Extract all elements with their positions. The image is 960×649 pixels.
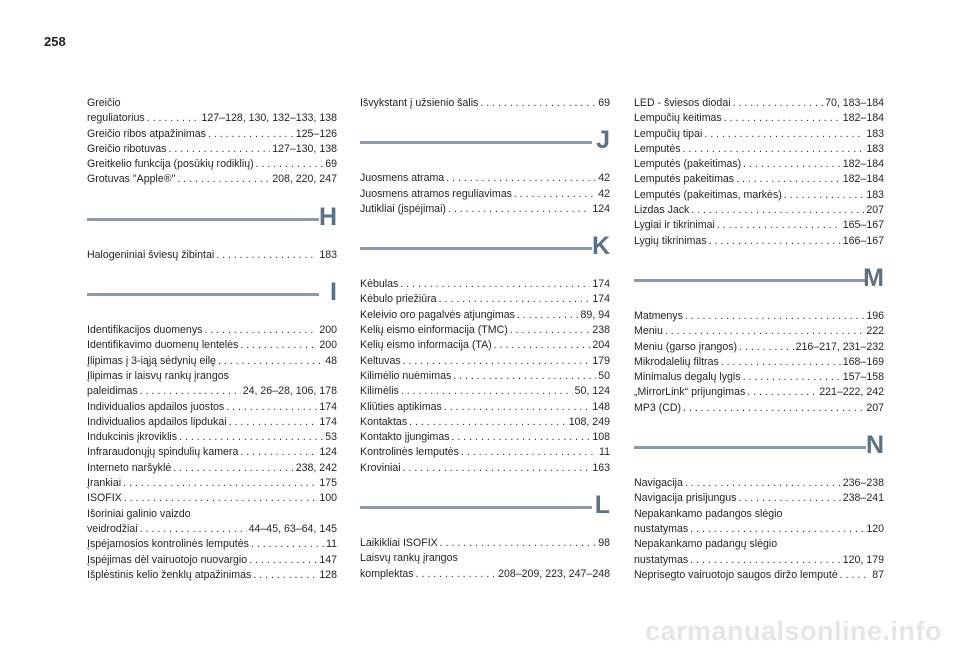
dot-leader	[683, 401, 864, 416]
dot-leader	[208, 127, 294, 142]
dot-leader	[704, 127, 864, 142]
index-entry	[634, 507, 884, 522]
index-entry	[634, 127, 884, 142]
entry-pages: 89, 94	[580, 308, 610, 321]
index-entry	[87, 491, 337, 506]
entry-pages: 216–217, 231–232	[795, 340, 884, 353]
entry-term: Neprisegto vairuotojo saugos diržo lemputė	[634, 568, 838, 581]
entry-term: Grotuvas "Apple®"	[87, 173, 176, 186]
dot-leader	[403, 354, 591, 369]
entry-term: Jutikliai (įspėjimai)	[360, 202, 446, 215]
dot-leader	[173, 461, 294, 476]
index-entry	[87, 111, 337, 126]
dot-leader	[249, 553, 317, 568]
entry-pages: 163	[592, 461, 610, 474]
entry-term: „MirrorLink“ prijungimas	[634, 386, 746, 399]
index-entry	[87, 338, 337, 353]
entry-term: Identifikavimo duomenų lentelės	[87, 339, 239, 352]
dot-leader	[685, 309, 864, 324]
dot-leader	[743, 157, 841, 172]
entry-term: Individualios apdailos juostos	[87, 400, 225, 413]
index-entry	[360, 369, 610, 384]
entry-term: Keltuvas	[360, 354, 401, 367]
entry-term: Greičio	[87, 97, 121, 109]
entry-term: Meniu	[634, 325, 663, 338]
entry-term: Halogeniniai šviesų žibintai	[87, 248, 215, 261]
dot-leader	[691, 203, 864, 218]
entry-pages: 238, 242	[295, 461, 337, 474]
entry-term: Kontakto įjungimas	[360, 431, 450, 444]
entry-term: Įrankiai	[87, 477, 122, 490]
entry-pages: 42	[598, 172, 610, 185]
index-entry	[634, 537, 884, 552]
index-entry	[634, 203, 884, 218]
dot-leader	[123, 476, 317, 491]
dot-leader	[461, 445, 597, 460]
entry-pages: 183	[866, 127, 884, 140]
entry-pages: 183	[866, 188, 884, 201]
entry-term: Lygiai ir tikrinimai	[634, 219, 715, 232]
index-entry	[634, 568, 884, 583]
index-entry	[360, 445, 610, 460]
entry-term: Lizdas Jack	[634, 204, 690, 217]
entry-pages: 50, 124	[574, 385, 610, 398]
entry-term: Įspėjamosios kontrolinės lemputės	[87, 538, 249, 551]
section-letter: L	[594, 491, 610, 520]
dot-leader	[179, 430, 323, 445]
entry-pages: 120, 179	[842, 553, 884, 566]
entry-pages: 50	[598, 369, 610, 382]
entry-pages: 108, 249	[568, 415, 610, 428]
page-number: 258	[44, 34, 66, 49]
dot-leader	[177, 172, 270, 187]
entry-pages: 70, 183–184	[825, 97, 884, 109]
divider-bar	[360, 247, 592, 250]
index-entry	[634, 553, 884, 568]
index-entry	[360, 323, 610, 338]
entry-term: Meniu (garso įrangos)	[634, 340, 738, 353]
entry-term: Įspėjimas dėl vairuotojo nuovargio	[87, 553, 248, 566]
dot-leader	[690, 553, 841, 568]
index-entry	[634, 111, 884, 126]
entry-term: Interneto naršyklė	[87, 461, 172, 474]
index-entry	[634, 309, 884, 324]
dot-leader	[747, 385, 817, 400]
section-divider	[360, 111, 610, 171]
dot-leader	[453, 369, 596, 384]
entry-term: Matmenys	[634, 309, 683, 322]
entry-term: reguliatorius	[87, 112, 145, 125]
entry-term: Mikrodalelių filtras	[634, 355, 719, 368]
dot-leader	[840, 568, 870, 583]
entry-pages: 87	[872, 568, 884, 581]
index-entry	[634, 355, 884, 370]
entry-term: Minimalus degalų lygis	[634, 371, 741, 384]
entry-term: Juosmens atrama	[360, 172, 445, 185]
index-entry	[634, 385, 884, 400]
entry-term: Infraraudonųjų spindulių kamera	[87, 446, 239, 459]
index-entry	[360, 354, 610, 369]
entry-term: Keleivio oro pagalvės atjungimas	[360, 308, 515, 321]
entry-term: Kelių eismo einformacija (TMC)	[360, 324, 508, 337]
entry-term: Lempučių tipai	[634, 127, 703, 140]
index-entry	[634, 96, 884, 111]
entry-term: Laisvų rankų įrangos	[360, 552, 458, 565]
section-divider	[87, 263, 337, 323]
entry-term: Kilimėlio nuėmimas	[360, 369, 452, 382]
entry-pages: 207	[866, 204, 884, 217]
dot-leader	[690, 522, 864, 537]
index-entry	[634, 370, 884, 385]
dot-leader	[229, 415, 318, 430]
entry-term: Įlipimas į 3-iąją sėdynių eilę	[87, 354, 216, 367]
entry-term: Išplėstinis kelio ženklų atpažinimas	[87, 568, 252, 581]
index-entry	[87, 415, 337, 430]
dot-leader	[253, 568, 317, 583]
entry-pages: 42	[598, 187, 610, 200]
index-entry	[360, 308, 610, 323]
index-entry	[634, 157, 884, 172]
dot-leader	[724, 111, 841, 126]
index-entry	[360, 536, 610, 551]
index-entry	[87, 369, 337, 384]
entry-term: Greičio ribos atpažinimas	[87, 127, 206, 140]
section-letter: I	[330, 278, 337, 307]
entry-pages: 174	[592, 278, 610, 291]
entry-pages: 179	[592, 354, 610, 367]
index-entry	[360, 338, 610, 353]
entry-term: Indukcinis įkroviklis	[87, 431, 178, 444]
dot-leader	[494, 338, 591, 353]
entry-term: Lempučių keitimas	[634, 112, 722, 125]
dot-leader	[400, 277, 590, 292]
entry-pages: 157–158	[842, 371, 884, 384]
index-entry	[360, 551, 610, 566]
divider-bar	[87, 218, 319, 221]
entry-pages: 98	[598, 537, 610, 550]
dot-leader	[510, 323, 591, 338]
dot-leader	[439, 292, 591, 307]
entry-term: nustatymas	[634, 553, 689, 566]
dot-leader	[784, 188, 865, 203]
index-entry	[634, 142, 884, 157]
entry-term: Navigacija	[634, 477, 683, 490]
section-letter: M	[863, 263, 884, 292]
index-entry	[360, 187, 610, 202]
dot-leader	[140, 384, 241, 399]
dot-leader	[444, 400, 590, 415]
dot-leader	[514, 187, 596, 202]
entry-pages: 221–222, 242	[819, 386, 884, 399]
entry-term: Kontrolinės lemputės	[360, 446, 459, 459]
divider-bar	[634, 446, 866, 449]
index-column-1	[87, 96, 337, 583]
section-divider	[360, 217, 610, 277]
dot-leader	[446, 171, 596, 186]
watermark: carmanualsonline.info	[644, 616, 942, 646]
index-entry	[87, 400, 337, 415]
entry-pages: 48	[325, 354, 337, 367]
dot-leader	[240, 445, 317, 460]
entry-term: Greičio ribotuvas	[87, 142, 167, 155]
index-entry	[87, 507, 337, 522]
dot-leader	[739, 340, 794, 355]
dot-leader	[147, 111, 200, 126]
index-entry	[87, 127, 337, 142]
dot-leader	[717, 218, 841, 233]
index-entry	[87, 537, 337, 552]
entry-term: ISOFIX	[87, 492, 122, 505]
dot-leader	[403, 461, 591, 476]
dot-leader	[218, 354, 323, 369]
index-entry	[360, 277, 610, 292]
dot-leader	[685, 476, 841, 491]
entry-term: Juosmens atramos reguliavimas	[360, 187, 512, 200]
entry-pages: 124	[592, 202, 610, 215]
index-entry	[87, 323, 337, 338]
entry-pages: 100	[319, 492, 337, 505]
entry-pages: 174	[319, 400, 337, 413]
entry-pages: 128	[319, 568, 337, 581]
section-divider	[634, 416, 884, 476]
dot-leader	[168, 142, 270, 157]
entry-term: Nepakankamo padangų slėgio	[634, 538, 778, 551]
entry-pages: 174	[592, 293, 610, 306]
divider-bar	[634, 279, 866, 282]
index-entry	[360, 384, 610, 399]
dot-leader	[251, 537, 324, 552]
index-entry	[634, 522, 884, 537]
entry-term: Įlipimas ir laisvų rankų įrangos	[87, 369, 229, 382]
dot-leader	[124, 491, 318, 506]
dot-leader	[448, 202, 590, 217]
index-entry	[87, 553, 337, 568]
index-entry	[87, 172, 337, 187]
entry-term: Identifikacijos duomenys	[87, 324, 203, 337]
section-divider	[87, 188, 337, 248]
index-entry	[87, 522, 337, 537]
dot-leader	[709, 234, 841, 249]
entry-term: Kliūties aptikimas	[360, 400, 442, 413]
index-entry	[87, 461, 337, 476]
entry-pages: 24, 26–28, 106, 178	[242, 385, 337, 398]
dot-leader	[401, 384, 573, 399]
entry-term: Kroviniai	[360, 461, 401, 474]
index-entry	[87, 384, 337, 399]
entry-pages: 120	[866, 522, 884, 535]
index-entry	[634, 218, 884, 233]
dot-leader	[738, 491, 840, 506]
entry-pages: 182–184	[842, 112, 884, 125]
entry-pages: 238–241	[842, 492, 884, 505]
dot-leader	[480, 96, 596, 111]
dot-leader	[452, 430, 591, 445]
index-entry	[360, 400, 610, 415]
entry-term: Nepakankamo padangos slėgio	[634, 507, 783, 520]
dot-leader	[256, 157, 324, 172]
entry-term: Kėbulas	[360, 278, 399, 291]
entry-pages: 183	[319, 248, 337, 261]
index-entry	[87, 568, 337, 583]
entry-pages: 175	[319, 477, 337, 490]
index-entry	[634, 324, 884, 339]
section-letter: J	[596, 126, 610, 155]
index-entry	[360, 292, 610, 307]
entry-term: Lygių tikrinimas	[634, 234, 707, 247]
index-entry	[87, 157, 337, 172]
entry-pages: 236–238	[842, 477, 884, 490]
index-entry	[87, 142, 337, 157]
index-entry	[360, 202, 610, 217]
entry-pages: 182–184	[842, 158, 884, 171]
entry-pages: 69	[325, 158, 337, 171]
entry-pages: 69	[598, 97, 610, 109]
entry-term: Lemputės (pakeitimas, markės)	[634, 188, 782, 201]
entry-term: veidrodžiai	[87, 522, 138, 535]
index-entry	[360, 461, 610, 476]
entry-term: Individualios apdailos lipdukai	[87, 415, 227, 428]
entry-pages: 182–184	[842, 173, 884, 186]
index-entry	[634, 491, 884, 506]
entry-term: Laikikliai ISOFIX	[360, 537, 438, 550]
index-entry	[634, 340, 884, 355]
index-entry	[634, 172, 884, 187]
divider-bar	[87, 293, 319, 296]
index-entry	[634, 476, 884, 491]
section-letter: K	[591, 232, 610, 261]
entry-pages: 183	[866, 142, 884, 155]
dot-leader	[140, 522, 247, 537]
entry-term: Kilimėlis	[360, 385, 399, 398]
index-entry	[360, 96, 610, 111]
entry-pages: 222	[866, 325, 884, 338]
entry-pages: 238	[592, 324, 610, 337]
index-entry	[87, 354, 337, 369]
dot-leader	[733, 96, 824, 111]
entry-pages: 44–45, 63–64, 145	[248, 522, 337, 535]
entry-pages: 108	[592, 431, 610, 444]
dot-leader	[683, 142, 865, 157]
index-entry	[634, 188, 884, 203]
entry-pages: 165–167	[842, 219, 884, 232]
index-entry	[87, 476, 337, 491]
entry-term: paleidimas	[87, 385, 138, 398]
index-entry	[87, 430, 337, 445]
entry-pages: 200	[319, 339, 337, 352]
index-entry	[360, 567, 610, 582]
dot-leader	[736, 172, 841, 187]
index-entry	[87, 445, 337, 460]
index-entry	[360, 171, 610, 186]
entry-term: LED - šviesos diodai	[634, 97, 731, 109]
entry-term: Išoriniai galinio vaizdo	[87, 507, 191, 520]
index-entry	[634, 234, 884, 249]
entry-term: Kelių eismo informacija (TA)	[360, 339, 492, 352]
entry-pages: 127–128, 130, 132–133, 138	[201, 112, 337, 125]
entry-pages: 168–169	[842, 355, 884, 368]
entry-pages: 148	[592, 400, 610, 413]
section-letter: H	[318, 202, 337, 231]
dot-leader	[517, 308, 579, 323]
index-entry	[87, 248, 337, 263]
entry-term: komplektas	[360, 567, 414, 580]
entry-pages: 207	[866, 401, 884, 414]
dot-leader	[721, 355, 841, 370]
entry-pages: 174	[319, 415, 337, 428]
dot-leader	[216, 248, 317, 263]
index-entry	[360, 415, 610, 430]
entry-pages: 204	[592, 339, 610, 352]
entry-pages: 200	[319, 324, 337, 337]
entry-term: Kontaktas	[360, 415, 408, 428]
index-column-2	[360, 96, 610, 582]
dot-leader	[440, 536, 596, 551]
dot-leader	[204, 323, 317, 338]
entry-term: Išvykstant į užsienio šalis	[360, 97, 479, 109]
index-entry	[360, 430, 610, 445]
dot-leader	[665, 324, 864, 339]
entry-term: Kėbulo priežiūra	[360, 293, 437, 306]
entry-pages: 147	[319, 553, 337, 566]
entry-term: Navigacija prisijungus	[634, 492, 737, 505]
entry-term: Lemputės	[634, 142, 681, 155]
entry-pages: 53	[325, 431, 337, 444]
entry-term: Greitkelio funkcija (posūkių rodiklių)	[87, 158, 254, 171]
section-letter: N	[865, 431, 884, 460]
dot-leader	[226, 400, 317, 415]
index-column-3	[634, 96, 884, 583]
dot-leader	[240, 338, 317, 353]
entry-pages: 127–130, 138	[272, 142, 337, 155]
entry-pages: 11	[326, 538, 337, 551]
entry-pages: 208, 220, 247	[272, 173, 337, 186]
section-divider	[360, 476, 610, 536]
entry-term: Lemputės (pakeitimas)	[634, 158, 742, 171]
entry-term: Lemputės pakeitimas	[634, 173, 735, 186]
index-entry	[634, 401, 884, 416]
entry-pages: 125–126	[295, 127, 337, 140]
dot-leader	[409, 415, 567, 430]
entry-pages: 196	[866, 309, 884, 322]
dot-leader	[743, 370, 841, 385]
entry-pages: 11	[599, 446, 610, 459]
entry-pages: 208–209, 223, 247–248	[498, 567, 610, 580]
divider-bar	[360, 506, 592, 509]
index-entry	[87, 96, 337, 111]
entry-pages: 124	[319, 446, 337, 459]
entry-pages: 166–167	[842, 234, 884, 247]
entry-term: MP3 (CD)	[634, 401, 682, 414]
divider-bar	[360, 141, 592, 144]
dot-leader	[416, 567, 496, 582]
entry-term: nustatymas	[634, 522, 689, 535]
section-divider	[634, 249, 884, 309]
